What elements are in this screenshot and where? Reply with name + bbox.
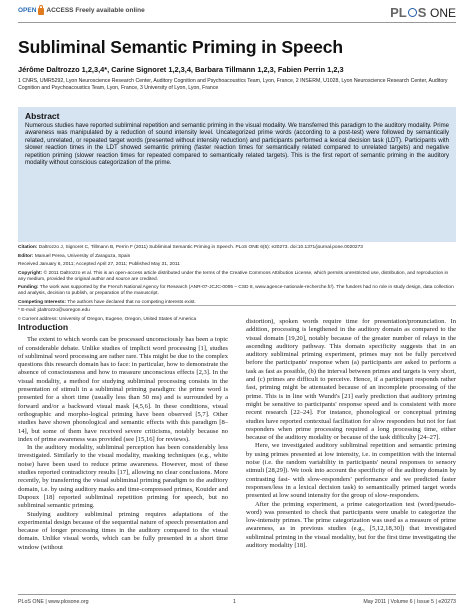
dates-line: Received January 6, 2011; Accepted April 27, 2011; Published May 31, 2011 (18, 262, 180, 267)
author-list: Jérôme Daltrozzo 1,2,3,4*, Carine Signoret 1,2,3,4, Barbara Tillmann 1,2,3, Fabien Perrin 1,2,3 (18, 65, 344, 74)
page-footer (18, 594, 456, 607)
article-metadata (18, 245, 456, 325)
editor-line (18, 254, 456, 260)
citation-line (18, 245, 456, 251)
footer-journal-url[interactable]: PLoS ONE | www.plosone.org (18, 599, 89, 605)
intro-paragraph-4: distortion), spoken words require time for presentation/pronunciation. In addition, processing is lengthened in the auditory domain as compared to the visual domain [19,20], notably because of the greater number of relays in the ascending auditory pathway. This domain specificity suggests that in an auditory subliminal priming experiment, primes may not be fully perceived before the participants' response when (a) participants are asked to perform a task as fast as possible, (b) the interval between primes and targets is very short, and (c) primes are difficult to perceive. Hence, if a participant responds rather fast, priming might be attenuated because of an incomplete processing of the prime. This is in line with Wundt's [21] early prediction that auditory priming might be sensitive to participants' response speed and is consistent with more recent research [22–24]. For instance, phonological or conceptual priming studies have reported contextual facilitation for slow responders but not for fast responders when prime processing required a long processing time, either because of the auditory modality or because of the task difficulty [24–27]. (246, 318, 456, 442)
footer-page-number: 1 (233, 599, 236, 605)
open-access-badge[interactable] (18, 7, 145, 14)
intro-paragraph-1: The extent to which words can be processed unconsciously has been a topic of considerable debate. Unlike studies of implicit word processing [1], studies of subliminal word processing are rather rare. This might be due to the complex questions this research domain has to face: in particular, how to demonstrate the absence of consciousness and how to measure unconscious effects [2,3]. In the visual modality, a method for studying subliminal processing consists in the presentation of stimuli in a subliminal priming paradigm: the prime word is presented for a short time (usually less than 50 ms) and is surrounded by a forward and/or a backward visual mask [4,5,6]. In these conditions, visual orthographic and morpho-logical priming have been observed [5,7]. Other studies have shown phonological and semantic effects with this paradigm [8–14], but some of them have received severe criticisms, notably because no index of prime awareness was provided (see [15,16] for reviews). (18, 336, 228, 443)
intro-paragraph-6: After the priming experiment, a prime categorization test (word/pseudo-word) was presented to check that participants were unable to categorize the low-intensity primes. The prime categorization was used as a measure of prime awareness, as in previous studies (e.g., [5,12,18,30]) that investigated subliminal priming in the visual modality, but for the first time investigating the auditory modality [18]. (246, 500, 456, 550)
right-column (246, 318, 456, 550)
funding-label: Funding: (18, 285, 39, 291)
abstract-text: Numerous studies have reported subliminal repetition and semantic priming in the visual modality. We transferred this paradigm to the auditory modality. Prime awareness was manipulated by a reduction of sound intensity level. Uncategorized prime words (according to a post-test) were followed by semantically related, unrelated, or repeated target words (presented without intensity reduction) and participants performed a lexical decision task (LDT). Participants with slower reaction times in the LDT showed semantic priming (faster reaction times for semantically related compared to unrelated targets) and negative repetition priming (slower reaction times for repeated compared to semantically related targets). This is the first report of semantic priming in the auditory modality without conscious categorization of the prime. (25, 123, 449, 167)
logo-s-text: S (417, 5, 427, 20)
funding-line (18, 285, 456, 297)
plos-one-logo[interactable] (390, 5, 456, 20)
left-column (18, 323, 228, 552)
email-line[interactable]: * E-mail: jdaltrozzo@uoregon.edu (18, 308, 90, 314)
journal-header (18, 7, 456, 21)
affiliations: 1 CNRS, UMR5292, Lyon Neuroscience Research Center, Auditory Cognition and Psychoacoustics Team, Lyon, France, 2 INSERM, U1028, Lyon Neuroscience Research Center, Auditory Cognition and Psychoacoustics Team, Lyon, France, 3 University of Lyon, Lyon, France (18, 78, 448, 91)
intro-paragraph-5: Here, we investigated auditory subliminal repetition and semantic priming by using primes presented at low intensity, i.e. in competition with the internal noise (i.e. the random variability in participants' neural responses to sensory stimuli [28,29]). We took into account the specificity of the auditory domain by contrasting fast- with slow-responders' performance and we predicted faster responses/less in a lexical decision task) to semantically primed target words presented at low sound intensity for the group of slow-responders. (246, 442, 456, 500)
competing-label: Competing Interests: (18, 299, 66, 305)
intro-paragraph-3: Studying auditory subliminal priming requires adaptations of the experimental design because of the sequential nature of speech presentation and because of longer processing times in the auditory compared to the visual domain. Unlike visual words, which can be fully presented in a short time window (without (18, 510, 228, 551)
current-address-line: ¤ Current address: University of Oregon, Eugene, Oregon, United States of America (18, 316, 197, 322)
metadata-divider (18, 305, 456, 306)
copyright-line (18, 271, 456, 283)
logo-ring-icon (408, 8, 417, 17)
open-lock-icon (38, 8, 44, 15)
citation-label: Citation: (18, 245, 38, 250)
introduction-heading: Introduction (18, 322, 69, 332)
copyright-text: © 2011 Daltrozzo et al. This is an open-access article distributed under the terms of the Creative Commons Attribution License, which permits unrestricted use, distribution, and reproduction in any medium, provided the original author and source are credited. (18, 270, 449, 282)
abstract-box (18, 107, 456, 242)
open-access-label: OPEN (18, 7, 37, 14)
citation-text[interactable]: Daltrozzo J, Signoret C, Tillmann B, Perrin F (2011) Subliminal Semantic Priming in Speech. PLoS ONE 6(5): e20273. doi:10.1371/journal.pone.0020273 (38, 245, 363, 250)
article-title: Subliminal Semantic Priming in Speech (18, 37, 343, 57)
logo-plos-text: PL (390, 5, 407, 20)
logo-one-text: ONE (429, 6, 456, 20)
funding-text: The work was supported by the French National Agency for Research (ANR-07-JCJC-0095 – CSD 8, www.agence-nationale-recherche.fr/). The funders had no role in study design, data collection and analysis, decision to publish, or preparation of the manuscript. (18, 285, 454, 297)
editor-label: Editor: (18, 253, 34, 259)
open-access-text: ACCESS Freely available online (46, 7, 145, 14)
editor-text: Manuel Perea, University of Zaragoza, Spain (34, 253, 131, 259)
footer-issue-info: May 2011 | Volume 6 | Issue 5 | e20273 (363, 599, 456, 605)
intro-paragraph-2: In the auditory modality, subliminal perception has been considerably less investigated. Similarly to the visual modality, masking techniques (e.g., white noise) have been used to reduce prime awareness. However, most of these studies reported contradictory results [17], allowing no clear conclusions. More recently, by transferring the visual subliminal priming paradigm to the auditory domain, i.e. by using auditory masks and time-compressed primes, Kouider and Dupoux [18] reported subliminal repetition priming for speech, but no subliminal semantic priming. (18, 444, 228, 510)
competing-text: The authors have declared that no competing interests exist. (67, 299, 196, 305)
abstract-heading: Abstract (25, 111, 60, 121)
header-divider (18, 22, 456, 23)
copyright-label: Copyright: (18, 270, 43, 276)
